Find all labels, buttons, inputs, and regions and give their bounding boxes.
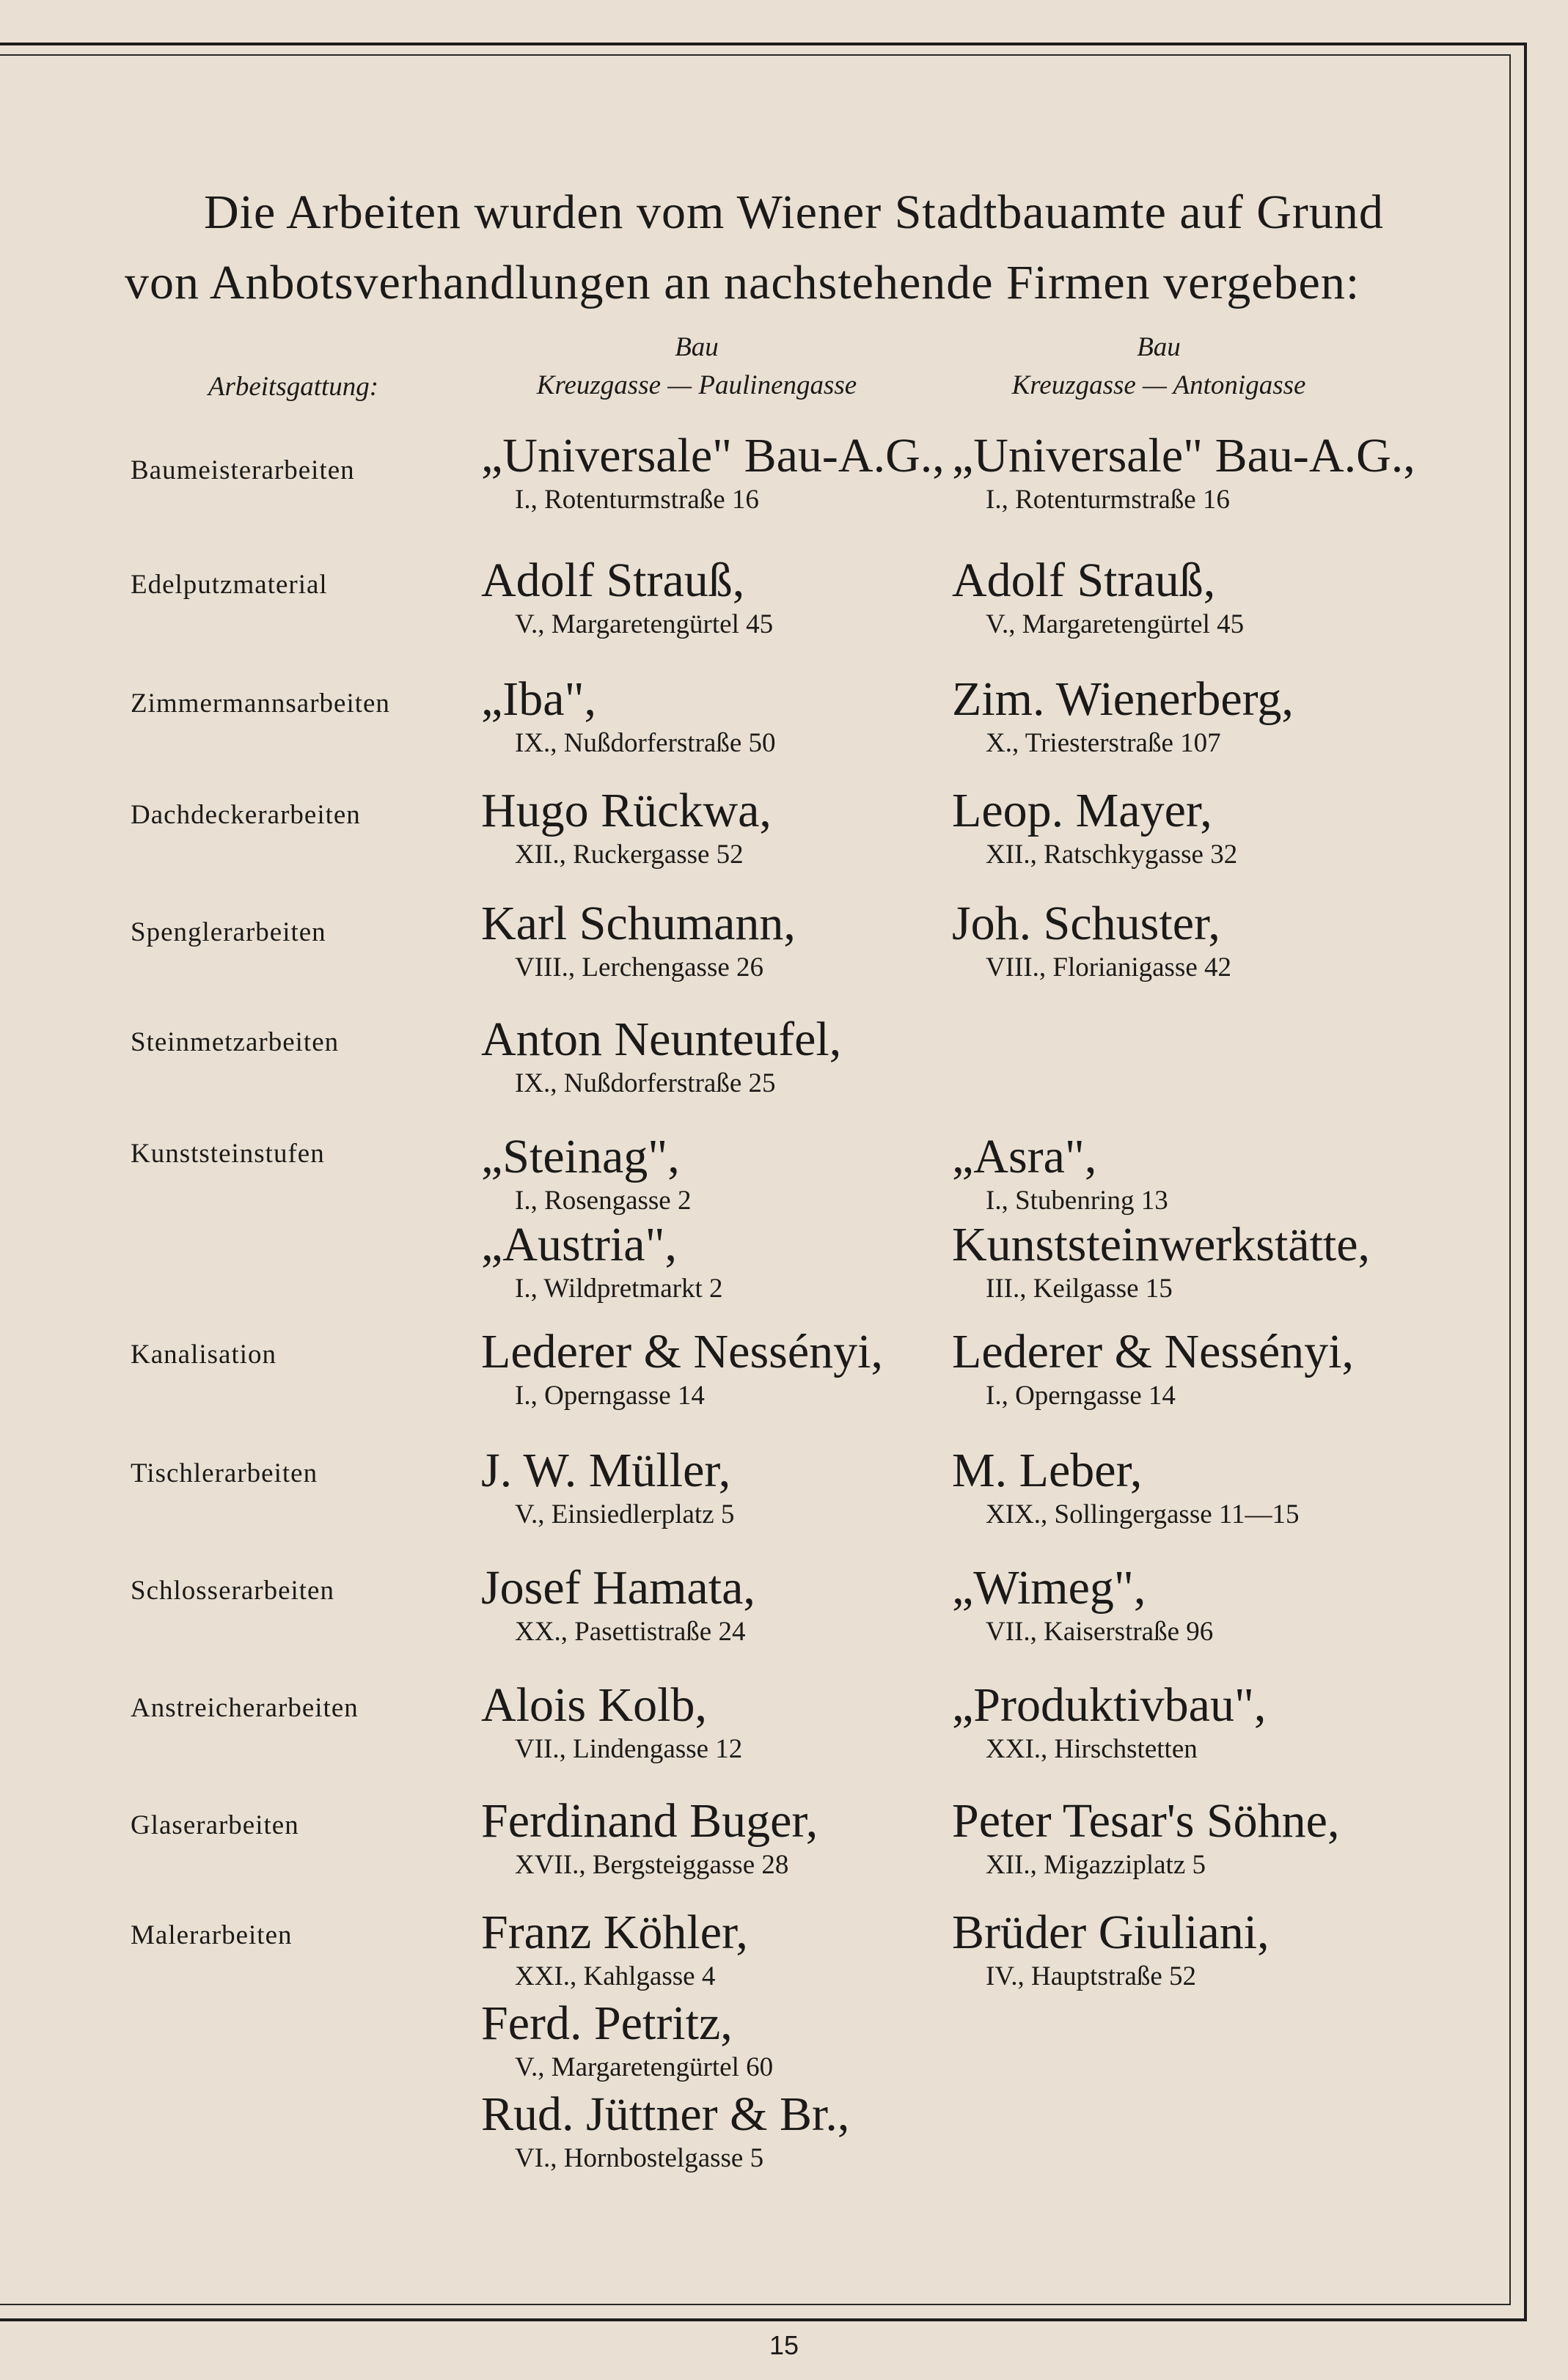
firm-address: I., Stubenring 13 (986, 1186, 1168, 1216)
firm-entry (481, 1013, 841, 1101)
firm-entry (481, 1131, 691, 1219)
header-work-type: Arbeitsgattung: (208, 372, 379, 402)
row-label: Zimmermannsarbeiten (131, 688, 390, 719)
firm-address: V., Einsiedlerplatz 5 (515, 1499, 735, 1529)
firm-address: IV., Hauptstraße 52 (986, 1961, 1197, 1991)
firm-address: V., Margaretengürtel 60 (515, 2052, 774, 2082)
firm-entry (481, 1444, 734, 1532)
firm-entry (952, 1326, 1354, 1414)
firm-entry (481, 1219, 722, 1307)
firm-address: XIX., Sollingergasse 11—15 (986, 1499, 1300, 1529)
firm-entry (952, 1219, 1370, 1307)
row-label: Edelputzmaterial (131, 570, 328, 600)
firm-name: Adolf Strauß, (481, 554, 745, 607)
intro-text (125, 177, 1415, 318)
firm-address: XII., Migazziplatz 5 (986, 1850, 1206, 1880)
firm-address: VI., Hornbostelgasse 5 (515, 2143, 764, 2173)
firm-entry (952, 1795, 1339, 1883)
firm-address: VIII., Florianigasse 42 (986, 952, 1231, 983)
firm-entry (952, 554, 1244, 642)
firm-name: Ferd. Petritz, (481, 1997, 733, 2050)
firm-address: I., Wildpretmarkt 2 (515, 1274, 723, 1304)
firm-address: X., Triesterstraße 107 (986, 728, 1221, 758)
firm-name: Karl Schumann, (481, 897, 796, 950)
row-label: Anstreicherarbeiten (131, 1693, 359, 1723)
intro-line-2: von Anbotsverhandlungen an nachstehende Firmen vergeben: (125, 256, 1360, 309)
firm-name: J. W. Müller, (481, 1444, 731, 1497)
firm-entry (481, 430, 945, 518)
firm-address: XX., Pasettistraße 24 (515, 1617, 746, 1647)
firm-entry (952, 1131, 1168, 1219)
row-label: Schlosserarbeiten (131, 1576, 334, 1606)
firm-address: XXI., Hirschstetten (986, 1734, 1198, 1764)
firm-entry (481, 785, 772, 873)
firm-address: IX., Nußdorferstraße 50 (515, 728, 776, 758)
firm-address: VII., Kaiserstraße 96 (986, 1617, 1214, 1647)
firm-address: VIII., Lerchengasse 26 (515, 952, 764, 983)
firm-name: Lederer & Nessényi, (952, 1325, 1354, 1378)
firm-name: Zim. Wienerberg, (952, 672, 1294, 726)
intro-line-1: Die Arbeiten wurden vom Wiener Stadtbauamte auf Grund (204, 186, 1384, 239)
firm-name: Lederer & Nessényi, (481, 1325, 883, 1378)
firm-address: XII., Ratschkygasse 32 (986, 840, 1238, 870)
page-number: 15 (769, 2330, 799, 2360)
header-column-b-sub: Kreuzgasse — Antonigasse (1011, 370, 1306, 400)
firm-entry (481, 1997, 773, 2085)
row-label: Tischlerarbeiten (131, 1458, 318, 1488)
firm-address: V., Margaretengürtel 45 (515, 609, 774, 639)
header-column-b-top: Bau (1137, 332, 1181, 362)
firm-address: I., Rotenturmstraße 16 (986, 485, 1230, 515)
firm-name: Hugo Rückwa, (481, 784, 772, 837)
row-label: Spenglerarbeiten (131, 917, 326, 947)
firm-entry (952, 1444, 1300, 1532)
firm-entry (952, 897, 1231, 985)
firm-name: „Steinag", (481, 1130, 680, 1183)
firm-entry (952, 673, 1294, 761)
firm-entry (481, 1906, 748, 1994)
firm-entry (481, 2088, 849, 2176)
firm-address: XII., Ruckergasse 52 (515, 840, 744, 870)
firm-address: I., Operngasse 14 (986, 1381, 1176, 1411)
firm-name: Ferdinand Buger, (481, 1794, 818, 1848)
firm-entry (481, 1795, 818, 1883)
firm-entry (952, 785, 1237, 873)
firm-name: „Universale" Bau-A.G., (952, 429, 1415, 482)
firm-name: „Universale" Bau-A.G., (481, 429, 945, 482)
firm-entry (952, 1906, 1270, 1994)
firm-entry (481, 1326, 883, 1414)
firm-name: Alois Kolb, (481, 1678, 708, 1732)
firm-name: Josef Hamata, (481, 1561, 755, 1615)
row-label: Baumeisterarbeiten (131, 455, 355, 485)
firm-address: III., Keilgasse 15 (986, 1274, 1173, 1304)
firm-name: Kunststeinwerkstätte, (952, 1218, 1371, 1271)
header-column-a-top: Bau (675, 332, 719, 362)
firm-name: „Iba", (481, 672, 597, 726)
firm-name: Franz Köhler, (481, 1906, 748, 1959)
firm-address: XXI., Kahlgasse 4 (515, 1961, 716, 1991)
firm-name: „Wimeg", (952, 1561, 1146, 1615)
firm-entry (481, 673, 776, 761)
firm-entry (952, 1679, 1266, 1767)
firm-name: M. Leber, (952, 1444, 1143, 1497)
firm-name: Anton Neunteufel, (481, 1013, 842, 1066)
firm-entry (481, 897, 796, 985)
firm-name: „Produktivbau", (952, 1678, 1267, 1732)
firm-address: I., Operngasse 14 (515, 1381, 705, 1411)
firm-name: „Austria", (481, 1218, 678, 1271)
row-label: Dachdeckerarbeiten (131, 800, 361, 830)
firm-entry (952, 1562, 1213, 1650)
firm-address: V., Margaretengürtel 45 (986, 609, 1245, 639)
firm-name: Rud. Jüttner & Br., (481, 2087, 850, 2141)
firm-name: Leop. Mayer, (952, 784, 1212, 837)
firm-name: Joh. Schuster, (952, 897, 1220, 950)
header-column-a-sub: Kreuzgasse — Paulinengasse (536, 370, 857, 400)
firm-address: IX., Nußdorferstraße 25 (515, 1068, 776, 1098)
firm-name: Adolf Strauß, (952, 554, 1216, 607)
row-label: Steinmetzarbeiten (131, 1027, 340, 1057)
row-label: Malerarbeiten (131, 1920, 293, 1950)
header-column-b (946, 328, 1371, 405)
firm-address: XVII., Bergsteiggasse 28 (515, 1850, 789, 1880)
firm-name: Brüder Giuliani, (952, 1906, 1270, 1959)
firm-address: I., Rotenturmstraße 16 (515, 485, 759, 515)
firm-entry (481, 1679, 742, 1767)
header-column-a (469, 328, 924, 405)
firm-entry (481, 554, 773, 642)
row-label: Glaserarbeiten (131, 1810, 299, 1840)
firm-address: I., Rosengasse 2 (515, 1186, 692, 1216)
row-label: Kanalisation (131, 1340, 277, 1370)
firm-entry (481, 1562, 755, 1650)
firm-name: „Asra", (952, 1130, 1097, 1183)
row-label: Kunststeinstufen (131, 1139, 325, 1169)
firm-name: Peter Tesar's Söhne, (952, 1794, 1340, 1848)
firm-entry (952, 430, 1415, 518)
firm-address: VII., Lindengasse 12 (515, 1734, 743, 1764)
